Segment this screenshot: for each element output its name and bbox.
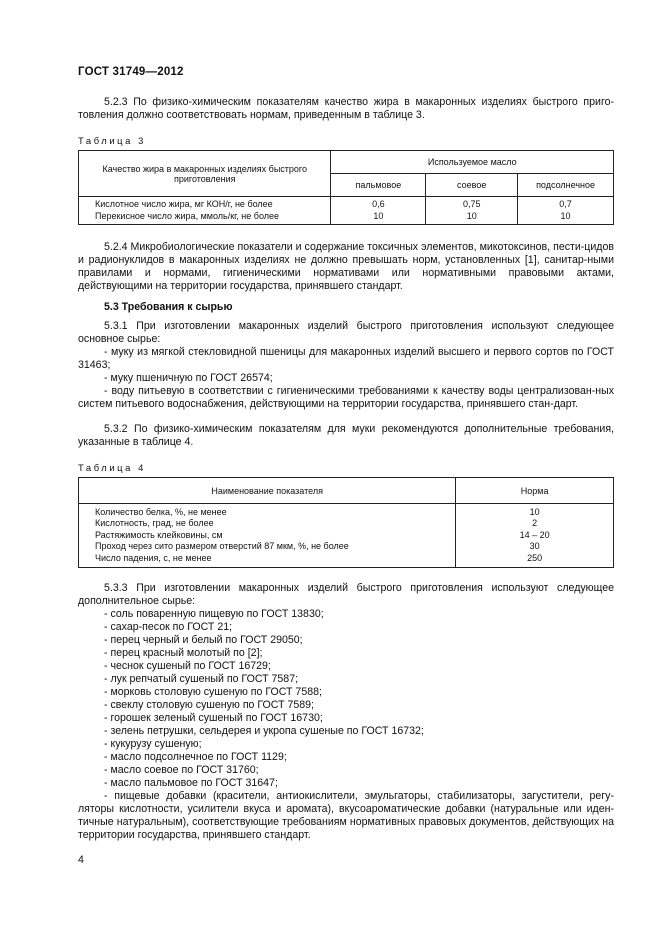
list-item: - перец красный молотый по [2]; (104, 647, 263, 659)
list-item: - масло подсолнечное по ГОСТ 1129; (104, 751, 287, 763)
table-4-row-falling-name: Число падения, с, не менее (95, 552, 212, 563)
table-3-acid-palm: 0,6 (372, 199, 385, 209)
table-3-col-palm: пальмовое (331, 174, 426, 197)
table-3-row-acid-name: Кислотное число жира, мг КОН/г, не более (95, 199, 273, 209)
list-item: - перец черный и белый по ГОСТ 29050; (104, 634, 303, 646)
list-item: - соль поваренную пищевую по ГОСТ 13830; (104, 608, 324, 620)
list-item: - зелень петрушки, сельдерея и укропа сушеные по ГОСТ 16732; (104, 725, 424, 737)
list-item: - чеснок сушеный по ГОСТ 16729; (104, 660, 271, 672)
table-4-row-acidity-name: Кислотность, град, не более (95, 518, 214, 529)
table-4-row-protein-value: 10 (529, 506, 540, 517)
list-item: - сахар-песок по ГОСТ 21; (104, 621, 233, 633)
table-3-head-quality: Качество жира в макаронных изделиях быстрого приготовления (79, 151, 331, 197)
paragraph-5-3-3: 5.3.3 При изготовлении макаронных изделий быстрого приготовления используют следующее дополнительное сырье: (78, 582, 614, 607)
list-item-flour-wheat: - муку пшеничную по ГОСТ 26574; (104, 372, 273, 384)
list-item: - масло соевое по ГОСТ 31760; (104, 764, 259, 776)
table-3-row-peroxide-name: Перекисное число жира, ммоль/кг, не более (95, 210, 280, 221)
table-3-col-soy: соевое (426, 174, 518, 197)
list-item: - масло пальмовое по ГОСТ 31647; (104, 777, 278, 789)
table-4-row-gluten-value: 14 – 20 (519, 529, 550, 540)
list-item-food-additives: - пищевые добавки (красители, антиокислители, эмульгаторы, стабилизаторы, загустители, регу-ляторы кислотности, усилители вкуса и аромата), вкусоароматические добавки (натуральные или иден-тичные натуральным), соответствующие требованиям нормативных правовых документов, действующих на территории государства, принявшего стандарт. (78, 790, 614, 841)
table-4-row-acidity-value: 2 (532, 518, 538, 529)
table-3-acid-soy: 0,75 (462, 199, 481, 209)
table-row (79, 504, 614, 568)
paragraph-5-3-2: 5.3.2 По физико-химическим показателям для муки рекомендуются дополнительные требования, указанные в таблице 4. (78, 423, 614, 448)
paragraph-5-2-3: 5.2.3 По физико-химическим показателям качество жира в макаронных изделиях быстрого приго-товления должно соответствовать нормам, приведенным в таблице 3. (78, 96, 614, 121)
table-4-row-gluten-name: Растяжимость клейковины, см (95, 529, 223, 540)
table-3-col-sunflower: подсолнечное (518, 174, 614, 197)
table-3-acid-sunflower: 0,7 (559, 199, 572, 209)
list-item: - свеклу столовую сушеную по ГОСТ 7589; (104, 699, 315, 711)
paragraph-5-2-4: 5.2.4 Микробиологические показатели и содержание токсичных элементов, микотоксинов, пести-цидов и радионуклидов в макаронных изделиях не должно превышать норм, установленных [1], санитар-ными правилами и нормами, гигиеническими нормативами или нормативными правовыми актами, действующими на территории государства, принявшего стандарт. (78, 241, 614, 292)
table-3-peroxide-sunflower: 10 (560, 210, 571, 221)
table-3-head-oil: Используемое масло (331, 151, 614, 174)
table-4-head-norm: Норма (456, 478, 614, 504)
list-item: - лук репчатый сушеный по ГОСТ 7587; (104, 673, 299, 685)
table-4 (78, 477, 614, 568)
table-4-head-name: Наименование показателя (79, 478, 456, 504)
table-3 (78, 150, 614, 225)
table-3-peroxide-soy: 10 (466, 210, 477, 221)
document-header: ГОСТ 31749—2012 (78, 66, 184, 78)
table-3-label: Таблица 3 (78, 135, 146, 146)
list-item: - горошек зеленый сушеный по ГОСТ 16730; (104, 712, 323, 724)
table-4-row-falling-value: 250 (527, 552, 543, 563)
list-item-water: - воду питьевую в соответствии с гигиеническими требованиями к качеству воды централизован-ных систем питьевого водоснабжения, действующими на территории государства, принявшего стан-дарт. (78, 385, 614, 410)
table-4-row-protein-name: Количество белка, %, не менее (95, 506, 227, 517)
list-item-flour-soft: - муку из мягкой стекловидной пшеницы для макаронных изделий высшего и первого сортов по ГОСТ 31463; (78, 346, 614, 371)
table-3-peroxide-palm: 10 (373, 210, 384, 221)
table-4-row-sieve-value: 30 (529, 541, 540, 552)
page-number: 4 (78, 854, 84, 866)
paragraph-5-3-1: 5.3.1 При изготовлении макаронных изделий быстрого приготовления используют следующее основное сырье: (78, 320, 614, 345)
table-4-label: Таблица 4 (78, 462, 146, 473)
list-item: - кукурузу сушеную; (104, 738, 202, 750)
section-5-3-title: 5.3 Требования к сырью (104, 301, 233, 313)
table-4-row-sieve-name: Проход через сито размером отверстий 87 мкм, %, не более (95, 541, 349, 552)
table-row (79, 197, 614, 225)
list-item: - морковь столовую сушеную по ГОСТ 7588; (104, 686, 322, 698)
